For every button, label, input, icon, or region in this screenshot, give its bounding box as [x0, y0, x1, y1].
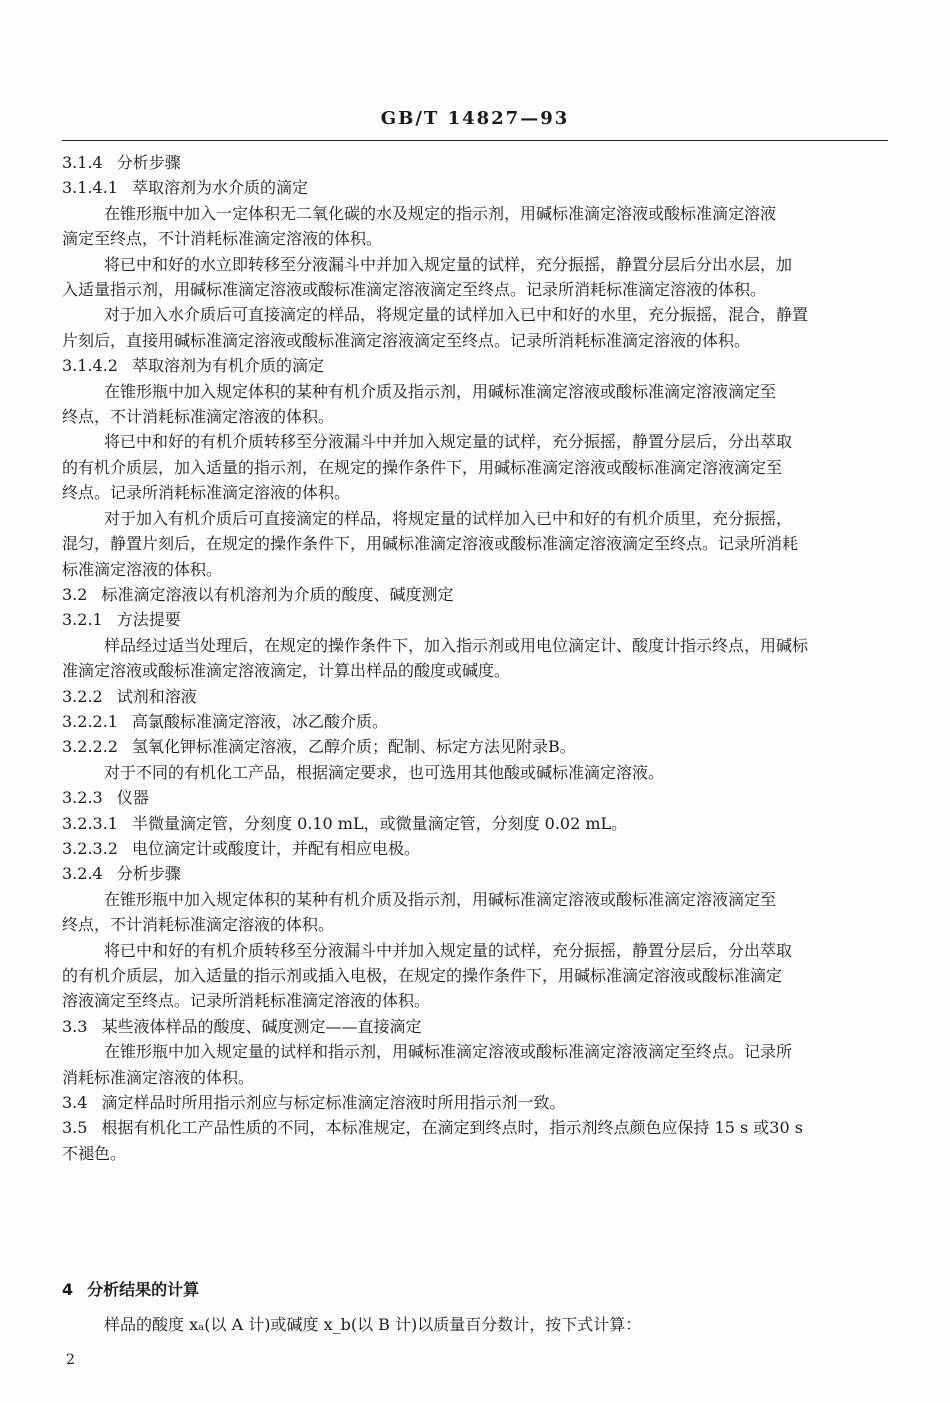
header-rule [62, 140, 888, 141]
clause-number: 3.2.3.2 [62, 838, 118, 858]
clause-heading [62, 836, 888, 861]
clause-text: 氢氧化钾标准滴定溶液，乙醇介质；配制、标定方法见附录B。 [131, 737, 576, 757]
standard-number-header: GB/T 14827—93 [380, 108, 570, 129]
clause-number: 3.2.3 [62, 788, 103, 808]
document-body [62, 150, 888, 1166]
paragraph-line: 对于不同的有机化工产品，根据滴定要求，也可选用其他酸或碱标准滴定溶液。 [104, 762, 665, 782]
paragraph-line: 不褪色。 [62, 1143, 127, 1163]
paragraph-line: 在锥形瓶中加入规定体积的某种有机介质及指示剂，用碱标准滴定溶液或酸标准滴定溶液滴定至 [104, 889, 777, 909]
clause-text: 滴定样品时所用指示剂应与标定标准滴定溶液时所用指示剂一致。 [101, 1093, 566, 1113]
paragraph-line: 对于加入有机介质后可直接滴定的样品，将规定量的试样加入已中和好的有机介质里，充分振摇， [104, 508, 793, 528]
paragraph-line: 终点。记录所消耗标准滴定溶液的体积。 [62, 483, 351, 503]
section-4-number: 4 [62, 1280, 74, 1299]
clause-text: 电位滴定计或酸度计，并配有相应电极。 [131, 838, 420, 858]
clause-text: 高氯酸标准滴定溶液，冰乙酸介质。 [131, 711, 388, 731]
paragraph-line: 样品经过适当处理后，在规定的操作条件下，加入指示剂或用电位滴定计、酸度计指示终点，用碱标 [104, 635, 809, 655]
page-number: 2 [66, 1352, 75, 1368]
clause-heading [62, 175, 888, 200]
clause-text: 半微量滴定管，分刻度 0.10 mL，或微量滴定管，分刻度 0.02 mL。 [131, 813, 628, 833]
clause-heading [62, 734, 888, 759]
clause-text: 根据有机化工产品性质的不同，本标准规定，在滴定到终点时，指示剂终点颜色应保持 15 s 或30 s [101, 1118, 803, 1138]
clause-heading [62, 861, 888, 886]
paragraph-line: 消耗标准滴定溶液的体积。 [62, 1067, 255, 1087]
paragraph-line: 的有机介质层，加入适量的指示剂或插入电极，在规定的操作条件下，用碱标准滴定溶液或酸标准滴定 [62, 966, 783, 985]
paragraph-line: 入适量指示剂，用碱标准滴定溶液或酸标准滴定溶液滴定至终点。记录所消耗标准滴定溶液的体积。 [62, 280, 767, 300]
clause-text: 分析步骤 [116, 153, 181, 172]
paragraph-line: 滴定至终点，不计消耗标准滴定溶液的体积。 [62, 229, 383, 249]
clause-heading [62, 1014, 888, 1039]
paragraph-line: 准滴定溶液或酸标准滴定溶液滴定，计算出样品的酸度或碱度。 [62, 661, 511, 681]
paragraph-line: 混匀，静置片刻后，在规定的操作条件下，用碱标准滴定溶液或酸标准滴定溶液滴定至终点。记录所消耗 [62, 534, 799, 554]
clause-heading [62, 684, 888, 709]
paragraph-line: 在锥形瓶中加入规定体积的某种有机介质及指示剂，用碱标准滴定溶液或酸标准滴定溶液滴定至 [104, 381, 777, 401]
paragraph-line: 将已中和好的有机介质转移至分液漏斗中并加入规定量的试样，充分振摇，静置分层后，分出萃取 [104, 432, 793, 452]
paragraph-line: 将已中和好的水立即转移至分液漏斗中并加入规定量的试样，充分振摇，静置分层后分出水层，加 [104, 254, 793, 274]
clause-text: 萃取溶剂为有机介质的滴定 [131, 356, 324, 376]
clause-number: 3.2.2.2 [62, 737, 118, 757]
paragraph-line: 将已中和好的有机介质转移至分液漏斗中并加入规定量的试样，充分振摇，静置分层后，分出萃取 [104, 940, 793, 960]
section-4-heading [62, 1277, 199, 1300]
clause-number: 3.3 [62, 1016, 88, 1036]
clause-heading [62, 150, 888, 175]
clause-heading [62, 1115, 888, 1140]
clause-heading [62, 785, 888, 810]
paragraph-line: 标准滴定溶液的体积。 [62, 559, 223, 579]
clause-heading [62, 607, 888, 632]
clause-text: 试剂和溶液 [116, 686, 197, 706]
clause-text: 某些液体样品的酸度、碱度测定——直接滴定 [101, 1016, 422, 1036]
clause-text: 仪器 [116, 788, 149, 808]
clause-number: 3.1.4.1 [62, 178, 118, 198]
clause-text: 方法提要 [116, 610, 181, 630]
paragraph-line: 终点，不计消耗标准滴定溶液的体积。 [62, 915, 335, 935]
paragraph-line: 对于加入水介质后可直接滴定的样品，将规定量的试样加入已中和好的水里，充分振摇，混合，静置 [104, 305, 809, 325]
clause-text: 萃取溶剂为水介质的滴定 [131, 178, 308, 198]
paragraph-line: 片刻后，直接用碱标准滴定溶液或酸标准滴定溶液滴定至终点。记录所消耗标准滴定溶液的体积。 [62, 330, 751, 350]
formula-intro-text: 样品的酸度 xₐ(以 A 计)或碱度 x_b(以 B 计)以质量百分数计，按下式计算： [104, 1315, 642, 1334]
paragraph-line: 的有机介质层，加入适量的指示剂，在规定的操作条件下，用碱标准滴定溶液或酸标准滴定溶液滴定至 [62, 457, 783, 477]
clause-text: 标准滴定溶液以有机溶剂为介质的酸度、碱度测定 [101, 584, 454, 604]
clause-text: 分析步骤 [116, 864, 181, 884]
clause-number: 3.4 [62, 1093, 88, 1113]
paragraph-line: 在锥形瓶中加入一定体积无二氧化碳的水及规定的指示剂，用碱标准滴定溶液或酸标准滴定溶液 [104, 203, 777, 223]
clause-number: 3.2.2.1 [62, 711, 118, 731]
paragraph-line: 终点，不计消耗标准滴定溶液的体积。 [62, 407, 335, 427]
clause-number: 3.2.4 [62, 864, 103, 884]
clause-number: 3.2.3.1 [62, 813, 118, 833]
clause-number: 3.5 [62, 1118, 88, 1138]
clause-number: 3.2.2 [62, 686, 103, 706]
clause-number: 3.1.4.2 [62, 356, 118, 376]
clause-number: 3.2.1 [62, 610, 103, 630]
paragraph-line: 溶液滴定至终点。记录所消耗标准滴定溶液的体积。 [62, 991, 431, 1011]
clause-number: 3.2 [62, 584, 88, 604]
clause-heading [62, 811, 888, 836]
clause-heading [62, 353, 888, 378]
paragraph-line: 在锥形瓶中加入规定量的试样和指示剂，用碱标准滴定溶液或酸标准滴定溶液滴定至终点。记录所 [104, 1042, 793, 1062]
clause-heading [62, 582, 888, 607]
clause-number: 3.1.4 [62, 153, 103, 172]
clause-heading [62, 709, 888, 734]
clause-heading [62, 1090, 888, 1115]
section-4-title: 分析结果的计算 [87, 1280, 200, 1299]
